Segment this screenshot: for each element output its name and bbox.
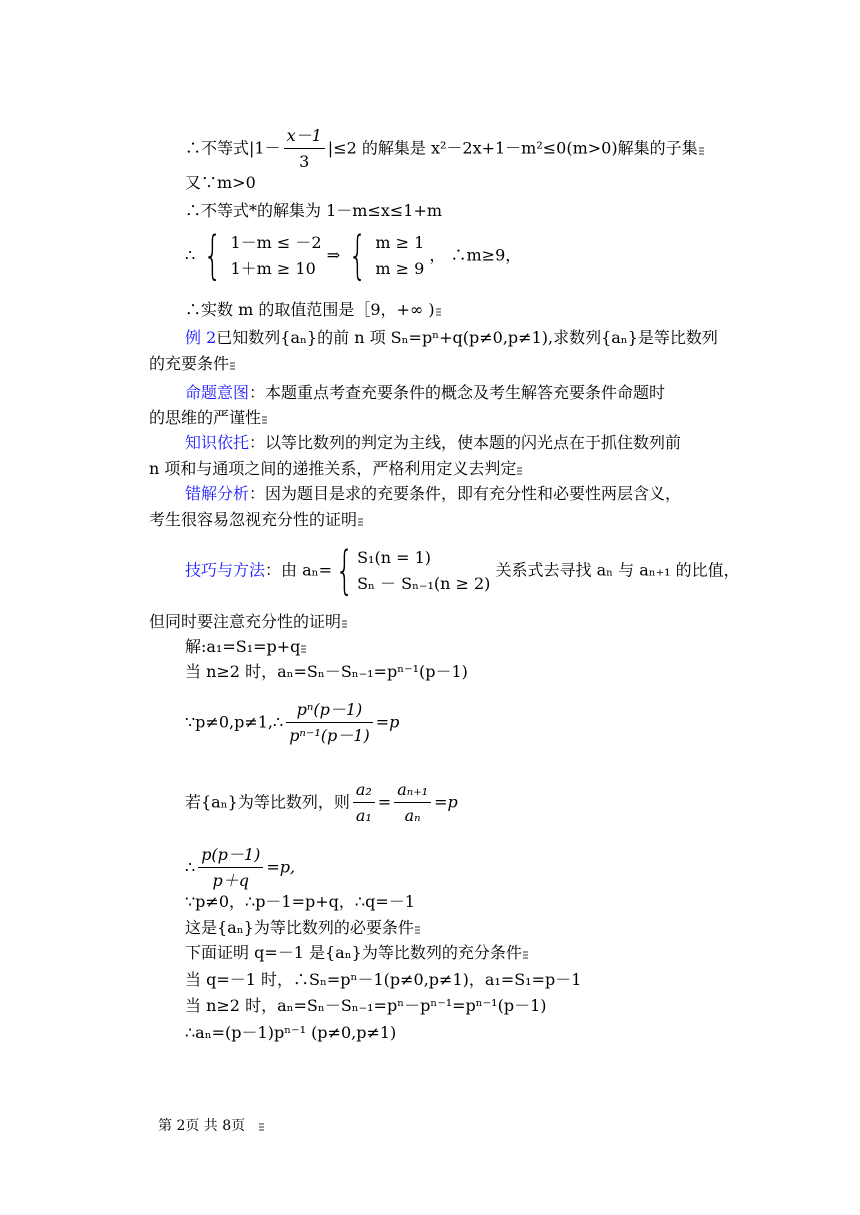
fraction-numerator: a₂ (353, 780, 375, 803)
fraction-numerator: pⁿ(p－1) (286, 700, 373, 723)
example-text: 已知数列{aₙ}的前 n 项 Sₙ=pⁿ+q(p≠0,p≠1),求数列{aₙ}是等比数列 (216, 328, 718, 347)
mark-icon (517, 467, 522, 476)
example-2-line-2 (149, 354, 235, 374)
solution-ratio-line (185, 845, 295, 891)
fraction (198, 845, 263, 891)
mark-icon (342, 620, 347, 629)
solution-text: =p, (266, 857, 296, 877)
fraction (353, 780, 375, 826)
therefore-symbol: ∴ (185, 245, 196, 265)
mark-icon (415, 926, 420, 935)
piecewise-cases (357, 545, 490, 597)
method-line (185, 541, 740, 601)
system-line (185, 226, 522, 286)
case-row: S₁(n = 1) (357, 548, 431, 567)
solution-text: 下面证明 q=－1 是{aₙ}为等比数列的充分条件 (185, 943, 522, 962)
error-line-2 (149, 510, 363, 530)
intent-line (185, 383, 665, 403)
left-brace-icon: { (348, 226, 367, 286)
intent-text: ：本题重点考查充要条件的概念及考生解答充要条件命题时 (249, 383, 666, 402)
intent-text: 的思维的严谨性 (149, 408, 262, 427)
method-text: 但同时要注意充分性的证明 (149, 612, 342, 631)
method-label: 技巧与方法 (185, 560, 266, 580)
fraction-denominator: aₙ (404, 806, 421, 825)
range-line (185, 300, 441, 320)
equals-sign: = (377, 792, 392, 812)
example-2-line (185, 328, 718, 348)
fraction-denominator: pⁿ⁻¹(p－1) (289, 726, 370, 745)
fraction-numerator: aₙ₊₁ (394, 780, 431, 803)
solution-text: ∴ (185, 857, 196, 877)
mark-icon (259, 1123, 264, 1132)
solution-ratio-line (185, 780, 458, 826)
system-left (230, 230, 321, 282)
inequality-line (185, 126, 704, 172)
text-line: ∴不等式*的解集为 1－m≤x≤1+m (185, 201, 443, 220)
solution-line: ∴aₙ=(p－1)pⁿ⁻¹ (p≠0,p≠1) (185, 1023, 397, 1042)
fraction-denominator: 3 (299, 152, 310, 171)
range-text: ∴实数 m 的取值范围是［9，+∞ ) (185, 300, 435, 319)
fraction (284, 126, 325, 172)
solution-text: 这是{aₙ}为等比数列的必要条件 (185, 918, 414, 937)
example-label: 例 2 (185, 328, 217, 347)
fraction (394, 780, 431, 826)
solution-text: ∵p≠0,p≠1,∴ (185, 712, 284, 732)
solution-line (185, 637, 306, 657)
error-line (185, 484, 681, 504)
system-row: m ≥ 1 (375, 233, 425, 252)
system-row: 1＋m ≥ 10 (230, 259, 316, 278)
method-line-2 (149, 612, 347, 632)
solution-line (185, 943, 528, 963)
system-row: m ≥ 9 (375, 259, 425, 278)
intent-label: 命题意图 (185, 383, 250, 402)
text-line: 又∵m>0 (185, 173, 256, 192)
solution-line: 当 n≥2 时，aₙ=Sₙ－Sₙ₋₁=pⁿ－pⁿ⁻¹=pⁿ⁻¹(p－1) (185, 996, 547, 1015)
solution-text: 解:a₁=S₁=p+q (185, 637, 301, 656)
fraction (286, 700, 373, 746)
intent-line-2 (149, 408, 267, 428)
system-row: 1－m ≤ －2 (230, 233, 322, 252)
solution-text: =p (434, 792, 458, 812)
mark-icon (301, 645, 306, 654)
mark-icon (358, 518, 363, 527)
solution-text: =p (375, 712, 400, 732)
left-brace-icon: { (335, 541, 354, 601)
basis-label: 知识依托 (185, 433, 250, 452)
error-text: 考生很容易忽视充分性的证明 (149, 510, 358, 529)
mark-icon (262, 416, 267, 425)
fraction-numerator: x－1 (284, 126, 325, 149)
left-brace-icon: { (203, 226, 222, 286)
method-text: 关系式去寻找 aₙ 与 aₙ₊₁ 的比值， (495, 560, 740, 580)
case-row: Sₙ － Sₙ₋₁(n ≥ 2) (357, 574, 491, 593)
page-number: 第 2页 共 8页 (158, 1118, 246, 1134)
error-label: 错解分析 (185, 484, 250, 503)
fraction-denominator: p＋q (212, 871, 250, 890)
solution-line: ∵p≠0，∴p－1=p+q，∴q=－1 (185, 892, 415, 911)
solution-text: 若{aₙ}为等比数列，则 (185, 792, 350, 812)
implies-arrow: ⇒ (326, 245, 341, 265)
system-right (375, 230, 424, 282)
basis-text: n 项和与通项之间的递推关系，严格利用定义去判定 (149, 459, 517, 478)
fraction-numerator: p(p－1) (198, 845, 263, 868)
solution-line (185, 918, 420, 938)
solution-ratio-line (185, 700, 399, 746)
mark-icon (523, 951, 528, 960)
example-text: 的充要条件 (149, 354, 230, 373)
basis-text: ：以等比数列的判定为主线，使本题的闪光点在于抓住数列前 (249, 433, 682, 452)
fraction-denominator: a₁ (355, 806, 372, 825)
mark-icon (436, 308, 441, 317)
system-conclusion: ， ∴m≥9， (429, 245, 522, 265)
solution-line: 当 q=－1 时，∴Sₙ=pⁿ－1(p≠0,p≠1)，a₁=S₁=p－1 (185, 970, 582, 989)
basis-line (185, 433, 681, 453)
inequality-text-a: ∴不等式|1－ (185, 138, 281, 158)
mark-icon (230, 362, 235, 371)
inequality-text-b: |≤2 的解集是 x²－2x+1－m²≤0(m>0)解集的子集 (327, 138, 698, 158)
error-text: ：因为题目是求的充要条件，即有充分性和必要性两层含义， (249, 484, 682, 503)
basis-line-2 (149, 459, 522, 479)
page-footer (158, 1117, 264, 1135)
method-text: ：由 aₙ= (265, 560, 332, 580)
mark-icon (699, 147, 704, 156)
solution-line: 当 n≥2 时，aₙ=Sₙ－Sₙ₋₁=pⁿ⁻¹(p－1) (185, 662, 468, 681)
